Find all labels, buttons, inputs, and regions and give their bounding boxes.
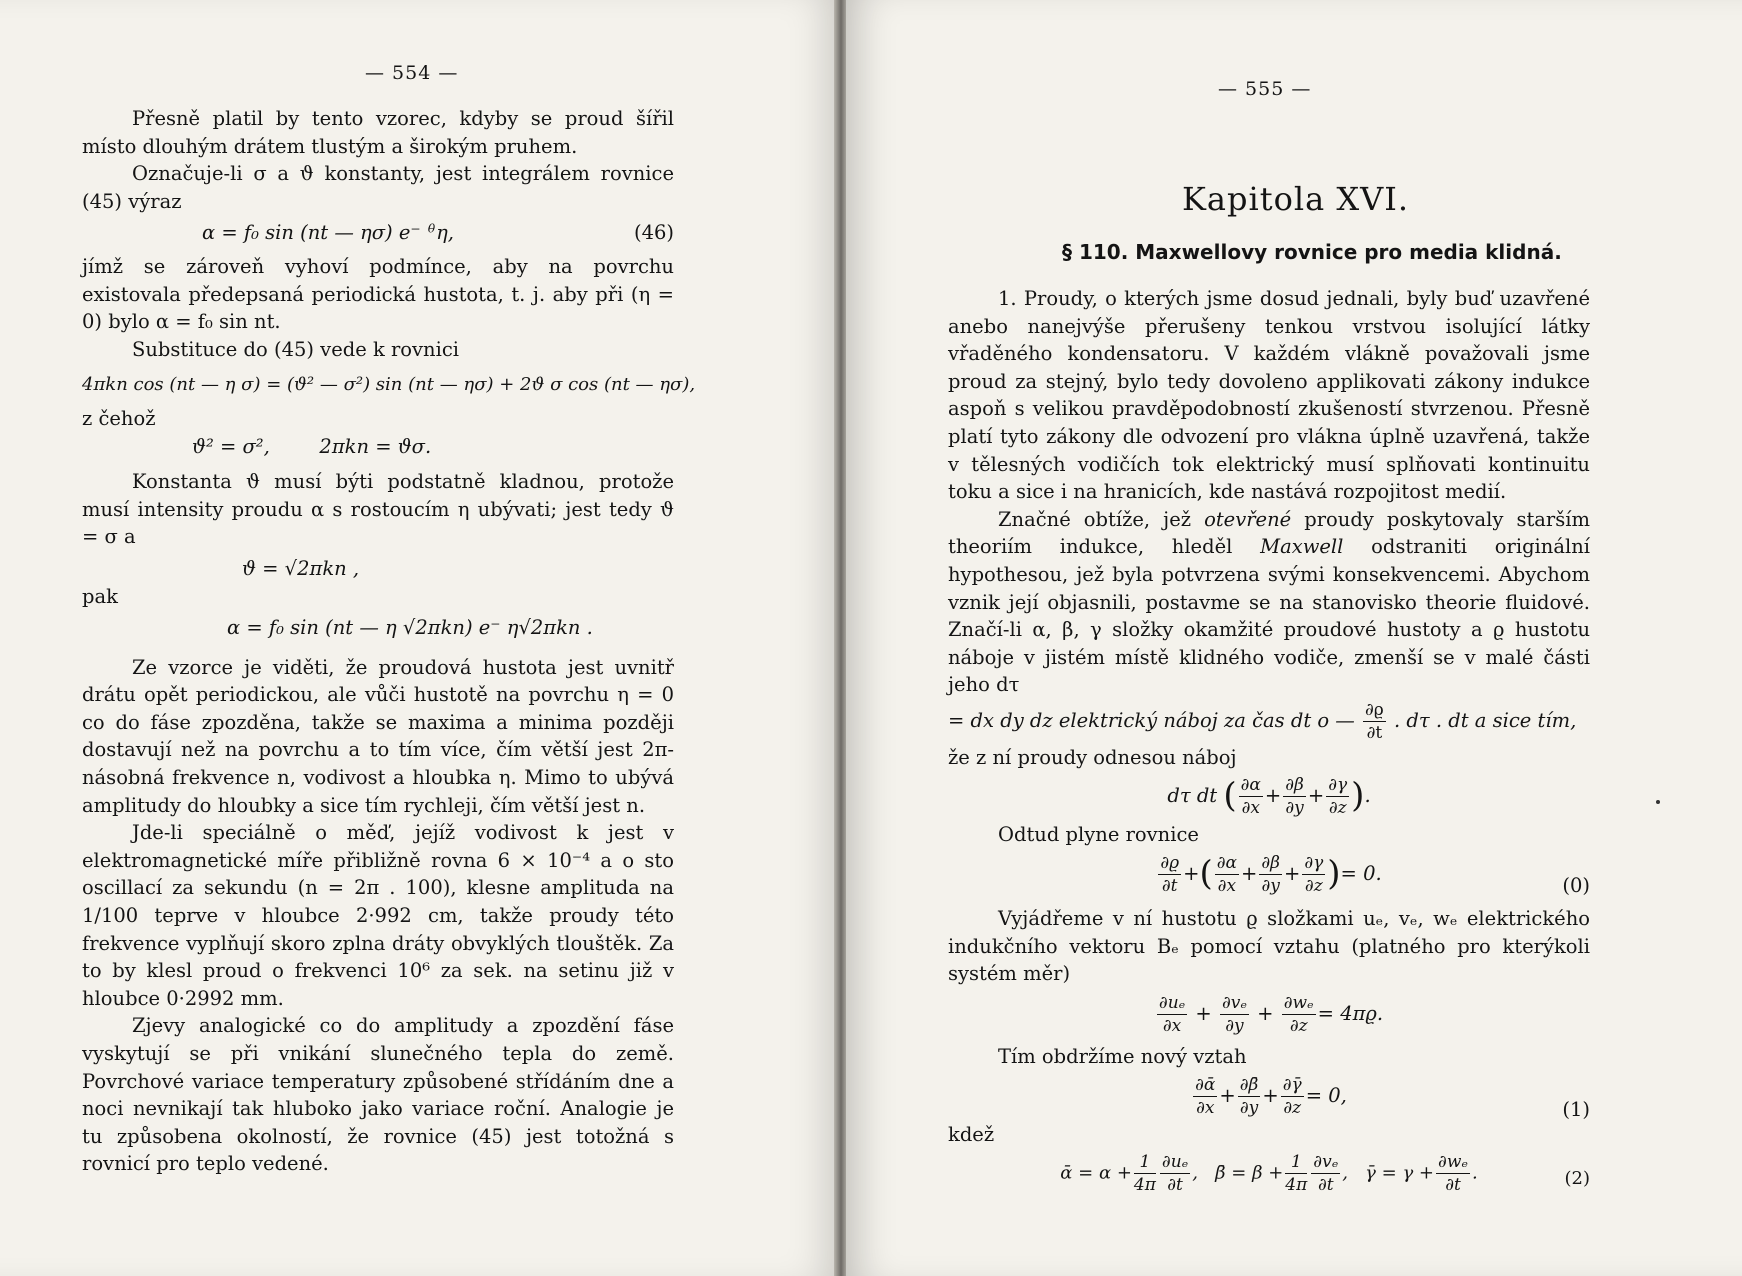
fraction	[1239, 774, 1263, 819]
right-body	[948, 285, 1590, 1196]
equation-number: (46)	[633, 221, 674, 245]
fraction	[1281, 1074, 1304, 1119]
fraction	[1326, 774, 1349, 819]
numerator: ∂γ	[1304, 853, 1324, 874]
denominator: ∂x	[1162, 1015, 1182, 1036]
denominator: ∂t	[1445, 1175, 1461, 1196]
numerator: ∂vₑ	[1313, 1152, 1339, 1173]
equation-theta: ϑ = √2πkn ,	[242, 556, 360, 580]
equation-number: (1)	[1562, 1098, 1590, 1122]
equation-substitution: 4πkn cos (nt — η σ) = (ϑ² — σ²) sin (nt — ησ) + 2ϑ σ cos (nt — ησ),	[82, 374, 696, 396]
fraction	[1282, 992, 1316, 1037]
paragraph	[948, 506, 1590, 699]
fraction	[1158, 852, 1181, 897]
page-number: — 555 —	[1218, 78, 1312, 100]
equation-alpha: α = f₀ sin (nt — η √2πkn) e⁻ η√2πkn .	[227, 616, 593, 640]
numerator: ∂β̄	[1239, 1075, 1259, 1096]
denominator: ∂t	[1167, 1175, 1183, 1196]
numerator: ∂uₑ	[1158, 992, 1186, 1013]
text-run: proudy poskytovaly starším theoriím indukce, hleděl	[948, 507, 1590, 559]
denominator: ∂t	[1317, 1175, 1334, 1196]
equation-46	[82, 219, 674, 247]
paragraph: 1. Proudy, o kterých jsme dosud jednali, byly buď uzavřené anebo nanejvýše přerušeny tenkou vrstvou isolující látky vřaděného kondensatoru. V každém vlákně považovali jsme proud za stejný, bylo tedy dovoleno applikovati zákony indukce aspoň s velikou pravděpodobností zkušeností stvrzenou. Přesně platí tyto zákony dle odvození pro vlákna úplně uzavřená, takže v tělesných vodičích tok elektrický musí splňovati kontinuitu toku a sice i na hranicích, kde nastává rozpojitost medií.	[948, 287, 1590, 504]
numerator: ∂vₑ	[1221, 992, 1247, 1013]
equation-number: (0)	[1562, 874, 1590, 898]
text-run: Značné obtíže, jež	[998, 507, 1205, 531]
equation-gauss: $\frac{\text{∂uₑ}}{\partial x}$ + $\frac{\text{∂vₑ}}{\partial y}$ + $\frac{\text{∂wₑ}}{\partial z}$ = 4πϱ.	[1158, 992, 1384, 1036]
numerator: 1	[1134, 1151, 1156, 1174]
denominator: ∂x	[1241, 797, 1260, 818]
emphasis-maxwell: Maxwell	[1260, 535, 1344, 559]
numerator: ∂β	[1285, 774, 1304, 795]
fraction	[1238, 1074, 1261, 1119]
text-run: odstraniti originální hypothesou, jež byla potvrzena svými konsekvencemi. Abychom vznik její objasnili, postavme se na stanovisko theorie fluidové. Značí-li α, β, γ složky okamžité proudové hustoty a ϱ hustotu náboje v jistém místě klidného vodiče, zmenší se v malé části jeho dτ	[948, 535, 1591, 697]
equation-text: = 0.	[1340, 862, 1382, 886]
equation-2: ᾱ = α + $\frac{1}{4\pi}$ $\frac{\text{∂uₑ}}{\partial t}$ , β̄ = β + $\frac{1}{4\pi}$ $\frac{\text{∂vₑ}}{\partial t}$ , γ̄ = γ + $\frac{\text{∂wₑ}}{\partial t}$ . (2)	[1060, 1152, 1590, 1196]
fraction	[1283, 774, 1306, 819]
paragraph: Substituce do (45) vede k rovnici	[132, 337, 460, 361]
fraction	[1363, 699, 1386, 744]
denominator: ∂y	[1239, 1098, 1259, 1119]
denominator: ∂y	[1261, 876, 1280, 897]
fraction	[1134, 1151, 1156, 1196]
equation-text: = 0,	[1305, 1084, 1347, 1108]
text-run: = dx dy dz elektrický náboj za čas dt o —	[948, 708, 1355, 732]
numerator: ∂γ̄	[1282, 1075, 1302, 1096]
denominator: ∂x	[1217, 876, 1237, 897]
numerator: ∂uₑ	[1161, 1152, 1189, 1173]
paragraph: jímž se zároveň vyhoví podmínce, aby na povrchu existovala předepsaná periodická hustota, t. j. aby při (η = 0) bylo α = f₀ sin nt.	[82, 254, 674, 334]
text-run: . dτ . dt a sice tím,	[1394, 708, 1577, 732]
emphasis-otevrene: otevřené	[1204, 507, 1292, 531]
numerator: ∂γ	[1328, 774, 1348, 795]
denominator: 4π	[1285, 1175, 1308, 1196]
numerator: ∂ϱ	[1160, 853, 1180, 874]
equation-number: (2)	[1564, 1168, 1590, 1190]
denominator: ∂y	[1285, 797, 1304, 818]
numerator: ∂β	[1261, 853, 1280, 874]
equation-text: ᾱ = α +	[1060, 1162, 1132, 1184]
equation-text: γ̄ = γ +	[1365, 1162, 1435, 1184]
fraction	[1259, 852, 1282, 897]
left-page	[0, 0, 838, 1276]
paragraph: Odtud plyne rovnice	[998, 822, 1199, 846]
paragraph	[948, 699, 1590, 744]
paragraph: že z ní proudy odnesou náboj	[948, 745, 1237, 769]
denominator: 4π	[1133, 1175, 1156, 1196]
page-number: — 554 —	[365, 62, 459, 84]
fraction	[1220, 992, 1249, 1037]
equation-text: = 4πϱ.	[1317, 1001, 1384, 1025]
denominator: ∂y	[1225, 1015, 1244, 1036]
equation-charge: dτ dt ( $\frac{\partial\alpha}{\partial x}$ + $\frac{\partial\beta}{\partial y}$ + $\frac{\partial\gamma}{\partial z}$ ).	[1167, 774, 1371, 818]
fraction	[1215, 852, 1239, 897]
paragraph: Ze vzorce je viděti, že proudová hustota jest uvnitř drátu opět periodickou, ale vůči hustotě na povrchu η = 0 co do fáse zpozděna, takže se maxima a minima později dostavují než na povrchu a to tím více, čím větší jest 2π-násobná frekvence n, vodivost a hloubka η. Mimo to ubývá amplitudy do hloubky a sice tím rychleji, čím větší jest n.	[82, 655, 674, 817]
label-kdez: kdež	[948, 1123, 995, 1147]
fraction	[1160, 1151, 1190, 1196]
equation-relations: ϑ² = σ², 2πkn = ϑσ.	[192, 434, 432, 458]
fraction	[1285, 1151, 1307, 1196]
paragraph: Tím obdržíme nový vztah	[998, 1044, 1247, 1068]
fraction	[1302, 852, 1325, 897]
denominator: ∂z	[1328, 797, 1347, 818]
chapter-title: Kapitola XVI.	[1182, 180, 1410, 218]
denominator: ∂z	[1304, 876, 1323, 897]
equation-1: $\frac{\text{∂ᾱ}}{\partial x}$ + $\frac{\partial\betā}{\partial y}$ + $\frac{\partial\gammā}{\partial z}$ = 0, (1)	[948, 1074, 1590, 1119]
paragraph: Jde-li speciálně o měď, jejíž vodivost k jest v elektromagnetické míře přibližně rovna 6 × 10⁻⁴ a o sto oscillací za sekundu (n = 2π . 100), klesne amplituda na 1/100 teprve v hloubce 2·992 cm, takže proudy této frekvence vyplňují skoro zplna dráty obvyklých tlouštěk. Za to by klesl proud o frekvenci 10⁶ za sek. na setinu již v hloubce 0·2992 mm.	[82, 821, 674, 1010]
denominator: ∂z	[1283, 1098, 1302, 1119]
denominator: ∂t	[1366, 722, 1383, 743]
paragraph: Konstanta ϑ musí býti podstatně kladnou, protože musí intensity proudu α s rostoucím η ubývati; jest tedy ϑ = σ a	[82, 470, 674, 549]
section-title: § 110. Maxwellovy rovnice pro media klidná.	[1062, 240, 1562, 264]
fraction	[1311, 1151, 1340, 1196]
fraction	[1157, 992, 1187, 1037]
paragraph: Vyjádřeme v ní hustotu ϱ složkami uₑ, vₑ, wₑ elektrického indukčního vektoru Bₑ pomocí vztahu (platného pro kterýkoli systém měr)	[948, 907, 1590, 986]
left-body	[82, 105, 696, 1178]
denominator: ∂z	[1289, 1015, 1308, 1036]
numerator: ∂α	[1240, 774, 1261, 795]
equation-text: β̄ = β +	[1215, 1162, 1284, 1184]
numerator: ∂wₑ	[1283, 992, 1314, 1013]
label-z-cehoz: z čehož	[82, 406, 156, 430]
fraction	[1436, 1151, 1470, 1196]
denominator: ∂t	[1161, 876, 1178, 897]
ink-speck	[1656, 800, 1660, 804]
paragraph: Přesně platil by tento vzorec, kdyby se proud šířil místo dlouhým drátem tlustým a širokým pruhem.	[82, 107, 674, 158]
equation-text: dτ dt	[1167, 783, 1218, 807]
equation-text: α = f₀ sin (nt — ησ) e⁻ ᶿη,	[202, 221, 454, 245]
numerator: ∂ϱ	[1365, 699, 1384, 720]
paragraph: Zjevy analogické co do amplitudy a zpozdění fáse vyskytují se při vnikání slunečného tepla do země. Povrchové variace temperatury způsobené střídáním dne a noci nevnikají tak hluboko jako variace roční. Analogie je tu způsobena okolností, že rovnice (45) jest totožná s rovnicí pro teplo vedené.	[82, 1014, 674, 1176]
numerator: ∂wₑ	[1438, 1152, 1468, 1173]
right-page	[846, 0, 1742, 1276]
numerator: 1	[1285, 1151, 1307, 1174]
label-pak: pak	[82, 584, 118, 608]
fraction	[1193, 1074, 1217, 1119]
numerator: ∂α	[1216, 853, 1237, 874]
equation-0: $\frac{\partial ϱ}{\partial t}$ +( $\frac{\partial\alpha}{\partial x}$ + $\frac{\partial\beta}{\partial y}$ + $\frac{\partial\gamma}{\partial z}$ )= 0. (0)	[948, 852, 1590, 897]
denominator: ∂x	[1196, 1098, 1215, 1119]
numerator: ∂ᾱ	[1195, 1075, 1216, 1096]
paragraph: Označuje-li σ a ϑ konstanty, jest integrálem rovnice (45) výraz	[82, 162, 674, 213]
